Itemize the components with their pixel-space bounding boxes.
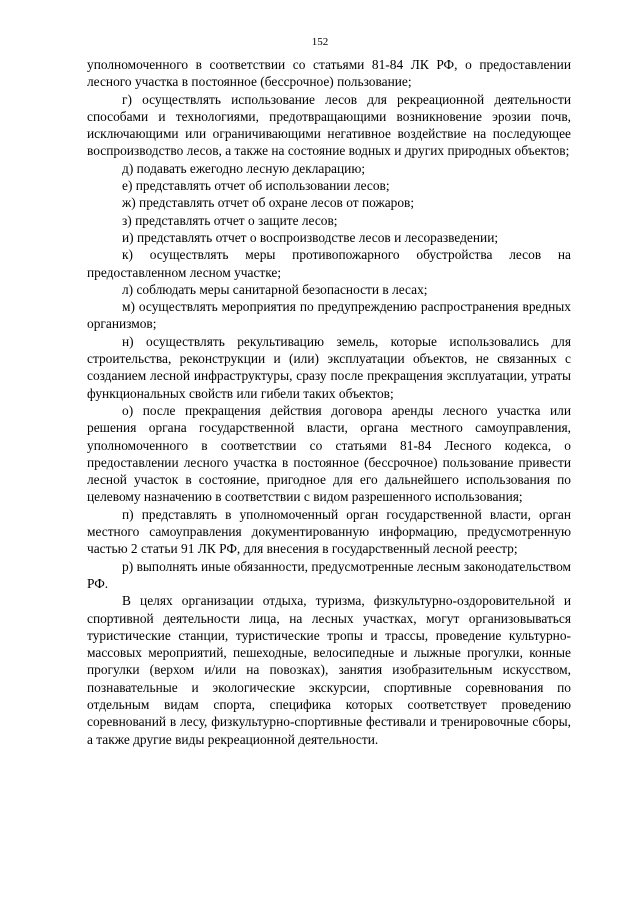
paragraph-item-z: з) представлять отчет о защите лесов; xyxy=(122,212,338,228)
paragraph-item-m: м) осуществлять мероприятия по предупреждению распространения вредных организмов; xyxy=(87,299,571,332)
paragraph-continuation: уполномоченного в соответствии со статьями 81-84 ЛК РФ, о предоставлении лесного участка в постоянное (бессрочное) пользование; xyxy=(87,57,571,90)
paragraph-item-r: р) выполнять иные обязанности, предусмотренные лесным законодательством РФ. xyxy=(87,558,571,591)
page-number: 152 xyxy=(311,36,329,48)
paragraph-item-d: д) подавать ежегодно лесную декларацию; xyxy=(122,160,366,176)
paragraph-item-n: н) осуществлять рекультивацию земель, которые использовались для строительства, реконструкции и (или) эксплуатации объектов, не связанных с созданием лесной инфраструктуры, сразу после прекращения эксплуатации, утраты функциональных свойств или гибели таких объектов; xyxy=(87,333,571,401)
paragraph-item-g: г) осуществлять использование лесов для рекреационной деятельности способами и технологиями, предотвращающими возникновение эрозии почв, исключающими или ограничивающими негативное воздействие на последующее воспроизводство лесов, а также на состояние водных и других природных объектов; xyxy=(87,91,571,159)
paragraph-item-k: к) осуществлять меры противопожарного обустройства лесов на предоставленном лесном участке; xyxy=(87,247,571,280)
paragraph-item-i: и) представлять отчет о воспроизводстве лесов и лесоразведении; xyxy=(122,229,499,245)
paragraph-item-o: о) после прекращения действия договора аренды лесного участка или решения органа государственной власти, органа местного самоуправления, уполномоченного в соответствии со статьями 81-84 Лесного кодекса, о предоставлении лесного участка в постоянное (бессрочное) пользование привести лесной участок в состояние, пригодное для его дальнейшего использования по целевому назначению в соответствии с видом разрешенного использования; xyxy=(87,402,571,505)
paragraph-recreation: В целях организации отдыха, туризма, физкультурно-оздоровительной и спортивной деятельности лица, на лесных участках, могут организовываться туристические станции, туристические тропы и трассы, проведение культурно-массовых мероприятий, пешеходные, велосипедные и лыжные прогулки, конные прогулки (верхом и/или на повозках), занятия изобразительным искусством, познавательные и экологические экскурсии, спортивные соревнования по отдельным видам спорта, специфика которых соответствует проведению соревнований в лесу, физкультурно-спортивные фестивали и тренировочные сборы, а также другие виды рекреационной деятельности. xyxy=(87,593,571,747)
paragraph-item-l: л) соблюдать меры санитарной безопасности в лесах; xyxy=(122,281,428,297)
paragraph-item-zh: ж) представлять отчет об охране лесов от пожаров; xyxy=(122,195,415,211)
document-body xyxy=(87,56,571,748)
paragraph-item-e: е) представлять отчет об использовании лесов; xyxy=(122,178,390,194)
paragraph-item-p: п) представлять в уполномоченный орган государственной власти, орган местного самоуправления документированную информацию, предусмотренную частью 2 статьи 91 ЛК РФ, для внесения в государственный лесной реестр; xyxy=(87,506,571,557)
